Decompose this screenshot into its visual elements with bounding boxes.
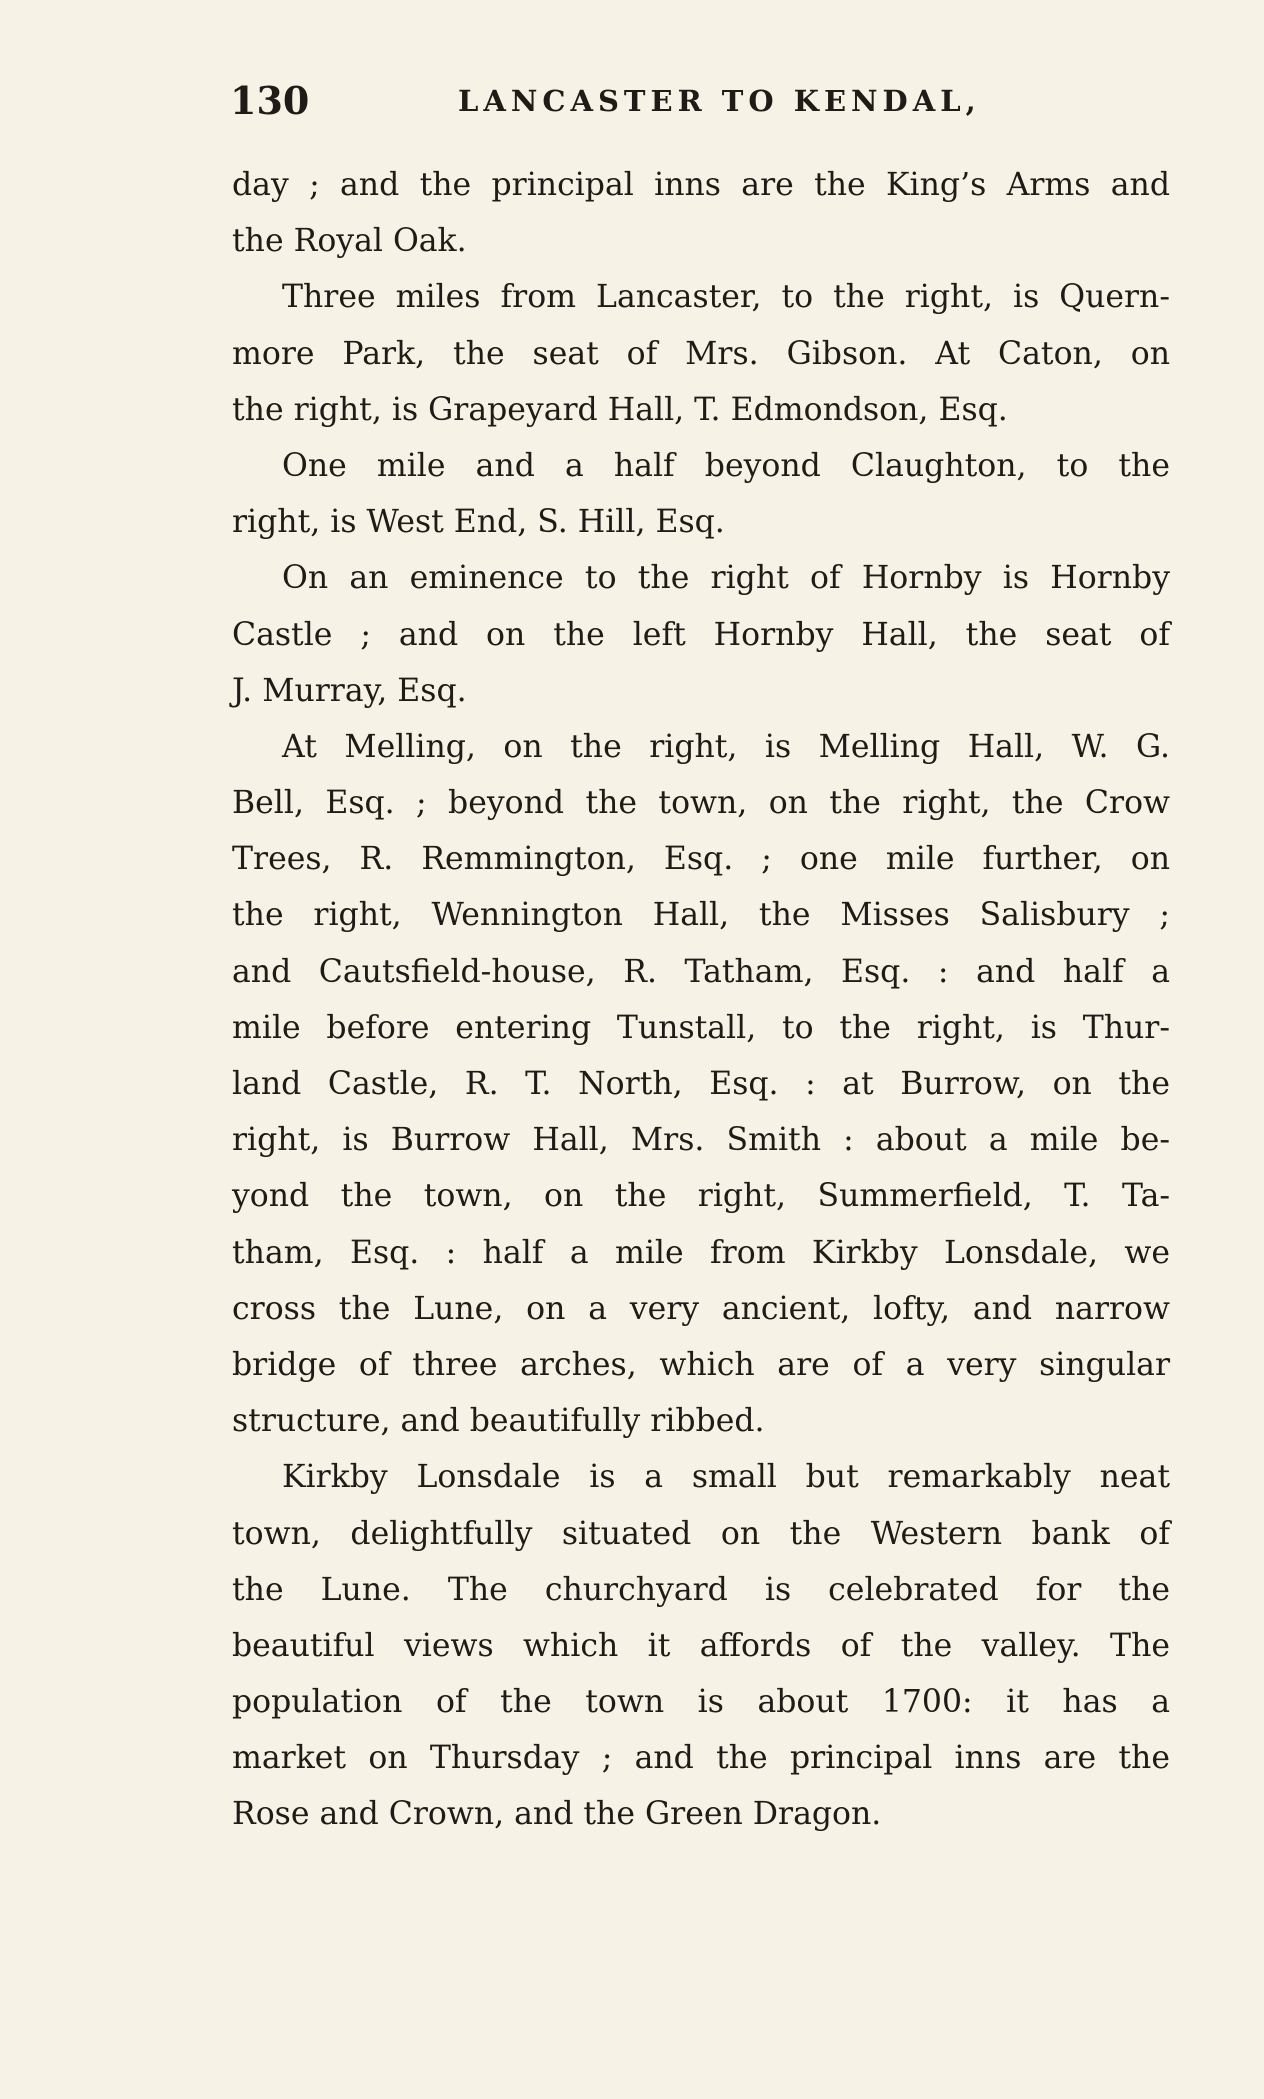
running-title: LANCASTER TO KENDAL, (458, 84, 981, 118)
text-line: On an eminence to the right of Hornby is Hornby (282, 560, 1170, 597)
text-line: cross the Lune, on a very ancient, lofty, and narrow (232, 1290, 1170, 1327)
text-line: Trees, R. Remmington, Esq. ; one mile further, on (232, 841, 1170, 878)
text-line: Rose and Crown, and the Green Dragon. (232, 1796, 882, 1833)
text-line: right, is West End, S. Hill, Esq. (232, 504, 725, 541)
text-line: mile before entering Tunstall, to the right, is Thur- (232, 1009, 1170, 1046)
text-line: Bell, Esq. ; beyond the town, on the right, the Crow (232, 785, 1170, 822)
text-line: yond the town, on the right, Summerfield, T. Ta- (232, 1178, 1170, 1215)
body-text (232, 157, 1170, 1843)
text-line: the Lune. The churchyard is celebrated for the (232, 1571, 1170, 1608)
text-line: day ; and the principal inns are the King’s Arms and (232, 167, 1170, 203)
text-line: the right, Wennington Hall, the Misses Salisbury ; (232, 897, 1170, 934)
text-line: tham, Esq. : half a mile from Kirkby Lonsdale, we (232, 1234, 1170, 1271)
text-line: J. Murray, Esq. (232, 672, 467, 709)
text-line: One mile and a half beyond Claughton, to the (282, 447, 1170, 484)
text-line: population of the town is about 1700: it has a (232, 1684, 1170, 1721)
text-line: Kirkby Lonsdale is a small but remarkably neat (282, 1459, 1170, 1496)
text-line: more Park, the seat of Mrs. Gibson. At Caton, on (232, 335, 1170, 372)
text-line: market on Thursday ; and the principal inns are the (232, 1740, 1170, 1777)
text-line: structure, and beautifully ribbed. (232, 1403, 765, 1440)
text-line: At Melling, on the right, is Melling Hall, W. G. (282, 728, 1170, 765)
text-line: land Castle, R. T. North, Esq. : at Burrow, on the (232, 1066, 1170, 1102)
text-line: right, is Burrow Hall, Mrs. Smith : about a mile be- (232, 1122, 1170, 1159)
text-line: town, delightfully situated on the Western bank of (232, 1515, 1170, 1552)
page-number: 130 (230, 78, 310, 123)
text-line: bridge of three arches, which are of a very singular (232, 1346, 1170, 1383)
page-header (230, 78, 981, 138)
text-line: Castle ; and on the left Hornby Hall, the seat of (232, 616, 1170, 653)
text-line: the Royal Oak. (232, 223, 467, 260)
text-line: the right, is Grapeyard Hall, T. Edmondson, Esq. (232, 391, 1008, 428)
text-line: and Cautsfield-house, R. Tatham, Esq. : and half a (232, 953, 1170, 990)
text-line: beautiful views which it affords of the valley. The (232, 1627, 1170, 1664)
text-line: Three miles from Lancaster, to the right, is Quern- (282, 279, 1170, 316)
